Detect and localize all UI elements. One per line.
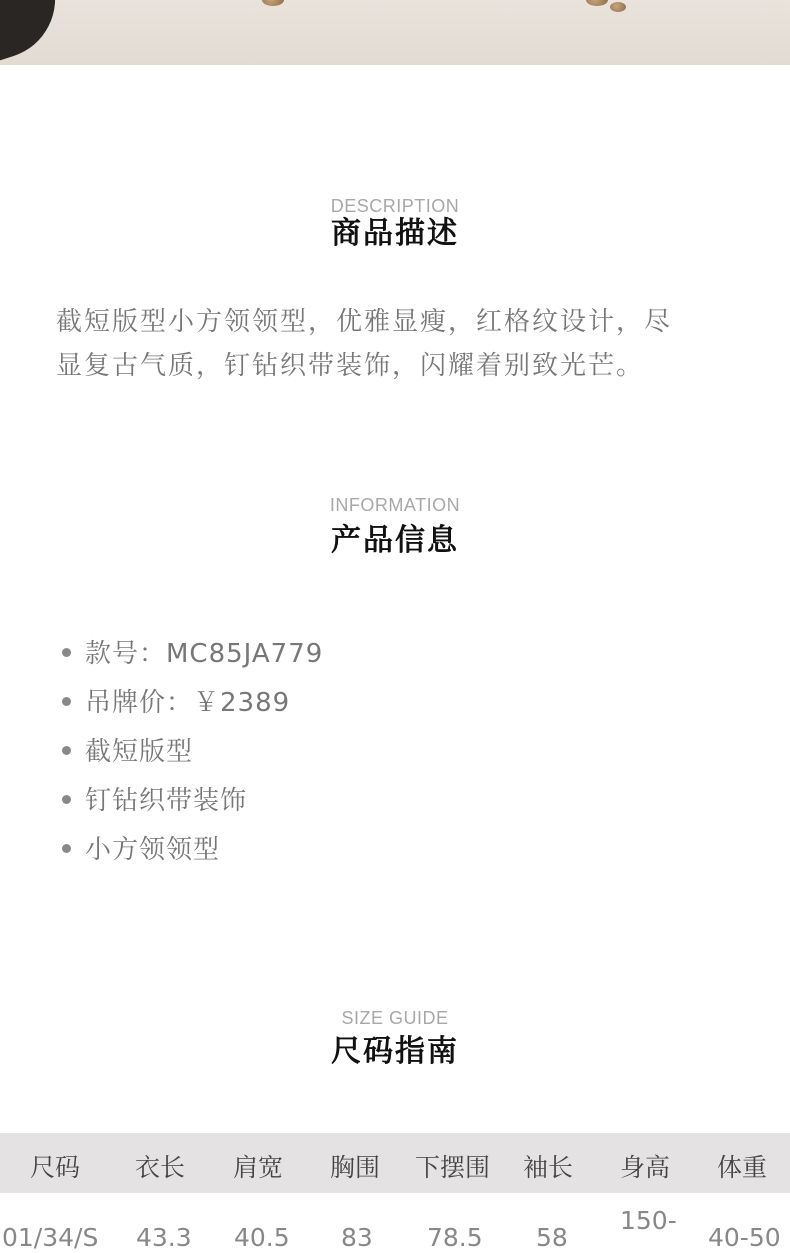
description-line: 显复古气质，钉钻织带装饰，闪耀着别致光芒。	[56, 351, 645, 381]
info-text: 吊牌价：￥2389	[85, 688, 291, 718]
table-cell: 150-	[620, 1206, 677, 1235]
shoe-image	[0, 0, 71, 65]
table-row	[0, 1193, 790, 1253]
header-cell: 袖长	[523, 1153, 574, 1182]
table-cell: 40-50	[708, 1223, 781, 1252]
info-text: 钉钻织带装饰	[85, 786, 248, 816]
bead-decoration	[586, 0, 608, 6]
bead-decoration	[610, 2, 626, 12]
header-cell: 下摆围	[415, 1153, 491, 1182]
list-item	[62, 630, 323, 679]
header-cell: 衣长	[135, 1153, 186, 1182]
table-cell: 01/34/S	[2, 1223, 99, 1252]
bullet-icon	[62, 648, 71, 657]
description-title: 商品描述	[331, 216, 459, 251]
bullet-icon	[62, 844, 71, 853]
size-guide-subtitle: SIZE GUIDE	[341, 1008, 449, 1028]
bullet-icon	[62, 697, 71, 706]
info-text: 截短版型	[85, 737, 194, 767]
list-item	[62, 777, 323, 826]
list-item	[62, 826, 323, 875]
table-cell: 78.5	[427, 1223, 483, 1252]
header-cell: 尺码	[30, 1153, 81, 1182]
list-item	[62, 679, 323, 728]
size-guide-title: 尺码指南	[331, 1034, 459, 1069]
size-guide-header	[0, 1008, 790, 1070]
bullet-icon	[62, 746, 71, 755]
table-cell: 83	[341, 1223, 373, 1252]
header-cell: 体重	[717, 1153, 768, 1182]
description-subtitle: DESCRIPTION	[330, 196, 460, 216]
information-header	[0, 495, 790, 559]
header-cell: 身高	[620, 1153, 671, 1182]
product-info-list	[62, 630, 323, 875]
information-subtitle: INFORMATION	[329, 495, 461, 515]
table-cell: 58	[536, 1223, 568, 1252]
bullet-icon	[62, 795, 71, 804]
description-header	[0, 196, 790, 252]
info-text: 小方领领型	[85, 835, 221, 865]
header-cell: 胸围	[330, 1153, 381, 1182]
information-title: 产品信息	[331, 523, 459, 558]
size-table-header	[0, 1133, 790, 1193]
table-cell: 40.5	[234, 1223, 290, 1252]
bead-decoration	[262, 0, 284, 6]
description-line: 截短版型小方领领型，优雅显瘦，红格纹设计，尽	[56, 307, 673, 337]
product-photo-strip	[0, 0, 790, 65]
description-text	[56, 300, 746, 388]
info-text: 款号：MC85JA779	[85, 639, 324, 669]
header-cell: 肩宽	[233, 1153, 284, 1182]
table-cell: 43.3	[136, 1223, 192, 1252]
list-item	[62, 728, 323, 777]
size-table	[0, 1133, 790, 1253]
